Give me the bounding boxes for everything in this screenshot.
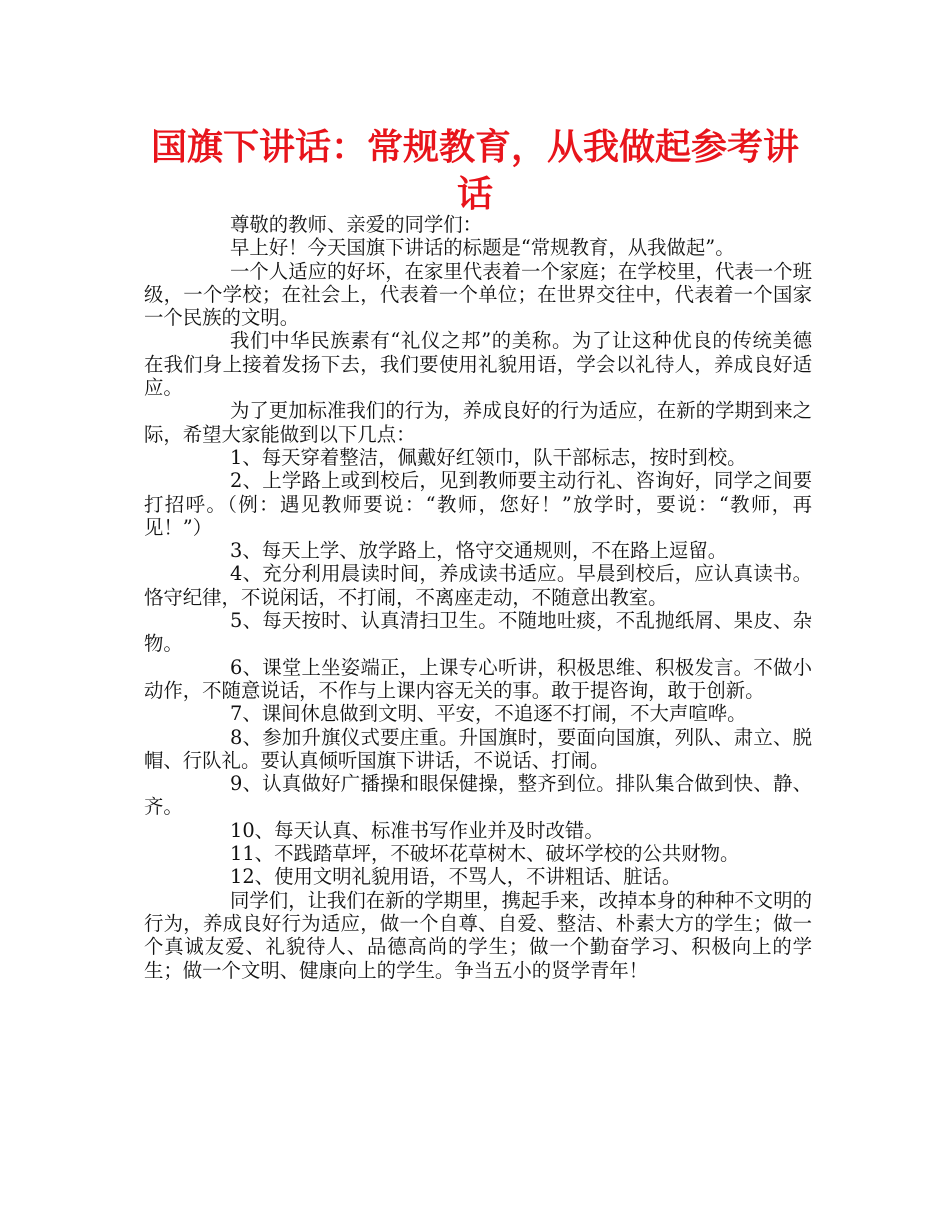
- rule-item: 9、认真做好广播操和眼保健操，整齐到位。排队集合做到快、静、齐。: [144, 772, 812, 819]
- closing-paragraph: 同学们，让我们在新的学期里，携起手来，改掉本身的种种不文明的行为，养成良好行为适应，做一个自尊、自爱、整洁、朴素大方的学生；做一个真诚友爱、礼貌待人、品德高尚的学生；做一个勤奋学习、积极向上的学生；做一个文明、健康向上的学生。争当五小的贤学青年！: [144, 888, 812, 982]
- greeting: 早上好！今天国旗下讲话的标题是“常规教育，从我做起”。: [230, 236, 735, 260]
- paragraph: 一个人适应的好坏，在家里代表着一个家庭；在学校里，代表一个班级，一个学校；在社会上，代表着一个单位；在世界交往中，代表着一个国家一个民族的文明。: [144, 259, 812, 330]
- rule-item: 5、每天按时、认真清扫卫生。不随地吐痰，不乱抛纸屑、果皮、杂物。: [144, 609, 812, 656]
- rule-item: 1、每天穿着整洁，佩戴好红领巾，队干部标志，按时到校。: [230, 445, 747, 469]
- rule-item: 10、每天认真、标准书写作业并及时改错。: [230, 818, 604, 842]
- rule-item: 3、每天上学、放学路上，恪守交通规则，不在路上逗留。: [230, 539, 728, 563]
- rule-item: 12、使用文明礼貌用语，不骂人，不讲粗话、脏话。: [230, 865, 682, 889]
- paragraph: 为了更加标准我们的行为，养成良好的行为适应，在新的学期到来之际，希望大家能做到以下几点：: [144, 399, 812, 446]
- rule-item: 6、课堂上坐姿端正，上课专心听讲，积极思维、积极发言。不做小动作，不随意说话，不作与上课内容无关的事。敢于提咨询，敢于创新。: [144, 655, 812, 702]
- document-body: [144, 213, 812, 982]
- rule-item: 8、参加升旗仪式要庄重。升国旗时，要面向国旗，列队、肃立、脱帽、行队礼。要认真倾听国旗下讲话，不说话、打闹。: [144, 725, 812, 772]
- rule-item: 7、课间休息做到文明、平安，不追逐不打闹，不大声喧哗。: [230, 702, 747, 726]
- rule-item: 4、充分利用晨读时间，养成读书适应。早晨到校后，应认真读书。恪守纪律，不说闲话，不打闹，不离座走动，不随意出教室。: [144, 562, 812, 609]
- rule-item: 2、上学路上或到校后，见到教师要主动行礼、咨询好，同学之间要打招呼。（例：遇见教师要说：“教师，您好！”放学时，要说：“教师，再见！”）: [144, 469, 812, 539]
- document-title: 国旗下讲话：常规教育，从我做起参考讲话: [150, 127, 799, 215]
- rule-item: 11、不践踏草坪，不破坏花草树木、破坏学校的公共财物。: [230, 842, 740, 866]
- paragraph: 我们中华民族素有“礼仪之邦”的美称。为了让这种优良的传统美德在我们身上接着发扬下去，我们要使用礼貌用语，学会以礼待人，养成良好适应。: [144, 329, 812, 400]
- salutation: 尊敬的教师、亲爱的同学们：: [230, 213, 483, 236]
